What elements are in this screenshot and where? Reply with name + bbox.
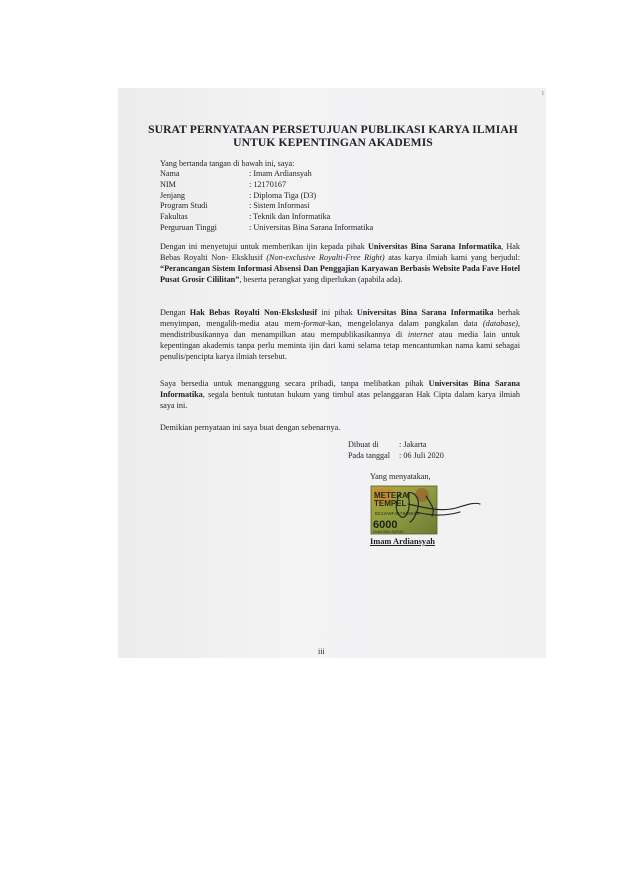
identity-row-nim	[160, 180, 373, 191]
stamp-line-1: METERAI	[374, 491, 410, 500]
text-run: ini pihak	[317, 308, 357, 317]
scanned-page	[118, 88, 546, 658]
identity-row-fakultas	[160, 212, 373, 223]
sign-label: Yang menyatakan,	[370, 472, 431, 481]
page-number: iii	[318, 647, 325, 656]
date-value: : 06 Juli 2020	[399, 450, 444, 460]
identity-row-program-studi	[160, 201, 373, 212]
identity-list	[160, 169, 373, 234]
place-value: : Jakarta	[399, 440, 427, 449]
italic-term: (Non-exclusive Royalti-Free Right)	[266, 253, 385, 262]
corner-mark: ı	[541, 88, 544, 97]
title-line-1: SURAT PERNYATAAN PERSETUJUAN PUBLIKASI KARYA ILMIAH	[148, 123, 518, 136]
handwritten-signature	[386, 486, 482, 526]
date-row	[348, 451, 444, 462]
institution-name: Universitas Bina Sarana Informatika	[367, 242, 502, 251]
identity-value: : 12170167	[249, 179, 287, 189]
text-run: , mendistribusikannya dan menampilkan atau mempublikasikannya di	[160, 319, 520, 339]
institution-name: Universitas Bina Sarana Informatika	[160, 379, 520, 399]
identity-row-jenjang	[160, 191, 373, 202]
text-run: Dengan	[160, 308, 190, 317]
identity-row-perguruan-tinggi	[160, 223, 373, 234]
paragraph-closing: Demikian pernyataan ini saya buat dengan sebenarnya.	[160, 423, 341, 432]
paragraph-consent	[160, 241, 520, 285]
text-run: Dengan ini menyetujui untuk memberikan ijin kepada pihak	[160, 242, 368, 251]
text-run: atau media lain untuk kepentingan akademis tanpa perlu meminta ijin dari kami selama tetap mencantumkan nama kami sebagai penulis/pencipta karya ilmiah tersebut.	[160, 330, 520, 361]
identity-label: NIM	[160, 179, 176, 189]
stamp-line-2: TEMPEL	[374, 499, 407, 508]
signer-name: Imam Ardiansyah	[370, 537, 435, 546]
italic-term: format	[303, 319, 326, 328]
identity-label: Jenjang	[160, 190, 186, 200]
italic-term: internet	[407, 330, 434, 339]
identity-label: Nama	[160, 169, 180, 178]
text-run: , segala bentuk tuntutan hukum yang timbul atas pelanggaran Hak Cipta dalam karya ilmiah saya ini.	[160, 390, 520, 410]
identity-value: : Teknik dan Informatika	[249, 212, 331, 222]
stamp-code: BC22AHF467660685	[375, 512, 420, 517]
italic-term: (database)	[482, 319, 518, 328]
text-run: berhak menyimpan, mengalih-media atau mem-	[160, 308, 521, 328]
intro-text: Yang bertanda tangan di bawah ini, saya:	[160, 159, 295, 168]
identity-label: Fakultas	[160, 212, 188, 222]
date-label: Pada tanggal	[348, 450, 391, 460]
paragraph-liability	[160, 378, 520, 411]
identity-value: : Imam Ardiansyah	[249, 169, 312, 178]
title-line-2: UNTUK KEPENTINGAN AKADEMIS	[233, 136, 433, 149]
stamp-amount: 6000	[373, 519, 398, 531]
stamp-currency: ENAM RIBU RUPIAH	[373, 530, 404, 534]
place-date-block	[348, 440, 444, 462]
text-run: , Hak Bebas Royalti Non- Eksklusif	[160, 242, 521, 262]
text-run: atas karya ilmiah kami yang berjudul:	[384, 253, 521, 262]
bold-term: Hak Bebas Royalti Non-Ekskslusif	[189, 308, 318, 317]
text-run: -kan, mengelolanya dalam pangkalan data	[325, 319, 483, 328]
identity-value: : Universitas Bina Sarana Informatika	[249, 222, 374, 232]
place-row	[348, 440, 444, 451]
identity-label: Program Studi	[160, 201, 208, 211]
text-run: , beserta perangkat yang diperlukan (apabila ada).	[239, 275, 403, 284]
institution-name: Universitas Bina Sarana Informatika	[356, 308, 494, 317]
paragraph-rights	[160, 307, 520, 362]
thesis-title: “Perancangan Sistem Informasi Absensi Dan Penggajian Karyawan Berbasis Website Pada Fave Hotel Pusat Grosir Cililitan”	[160, 264, 520, 284]
identity-value: : Sistem Informasi	[249, 201, 310, 211]
identity-row-nama	[160, 169, 373, 180]
document-title	[148, 123, 518, 149]
identity-value: : Diploma Tiga (D3)	[249, 190, 317, 200]
identity-label: Perguruan Tinggi	[160, 222, 217, 232]
text-run: Saya bersedia untuk menanggung secara pribadi, tanpa melibatkan pihak	[160, 379, 429, 388]
place-label: Dibuat di	[348, 440, 379, 449]
